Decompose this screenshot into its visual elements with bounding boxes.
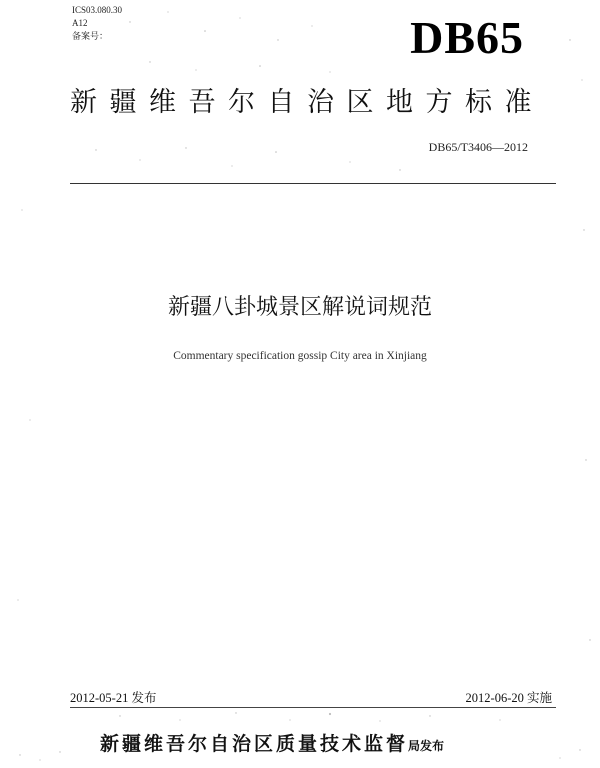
record-number-label: 备案号： — [72, 31, 109, 41]
header-divider — [70, 183, 556, 184]
release-date: 2012-05-21 发布 — [70, 691, 157, 705]
standard-code-logo: DB65 — [410, 12, 524, 63]
standard-number: DB65/T3406—2012 — [428, 140, 528, 154]
footer-divider — [70, 707, 556, 708]
publisher-line — [100, 729, 444, 756]
standard-category-heading: 新疆维吾尔自治区地方标准 — [70, 87, 544, 118]
ics-code: ICS03.080.30 — [72, 5, 123, 15]
category-code: A12 — [72, 18, 88, 28]
classification-info — [72, 4, 122, 43]
publisher-name: 新疆维吾尔自治区质量技术监督 — [100, 733, 409, 755]
document-english-title: Commentary specification gossip City area in Xinjiang — [173, 350, 427, 362]
document-title: 新疆八卦城景区解说词规范 — [167, 295, 432, 320]
implementation-date: 2012-06-20 实施 — [465, 691, 552, 705]
publisher-suffix: 局发布 — [408, 739, 445, 753]
